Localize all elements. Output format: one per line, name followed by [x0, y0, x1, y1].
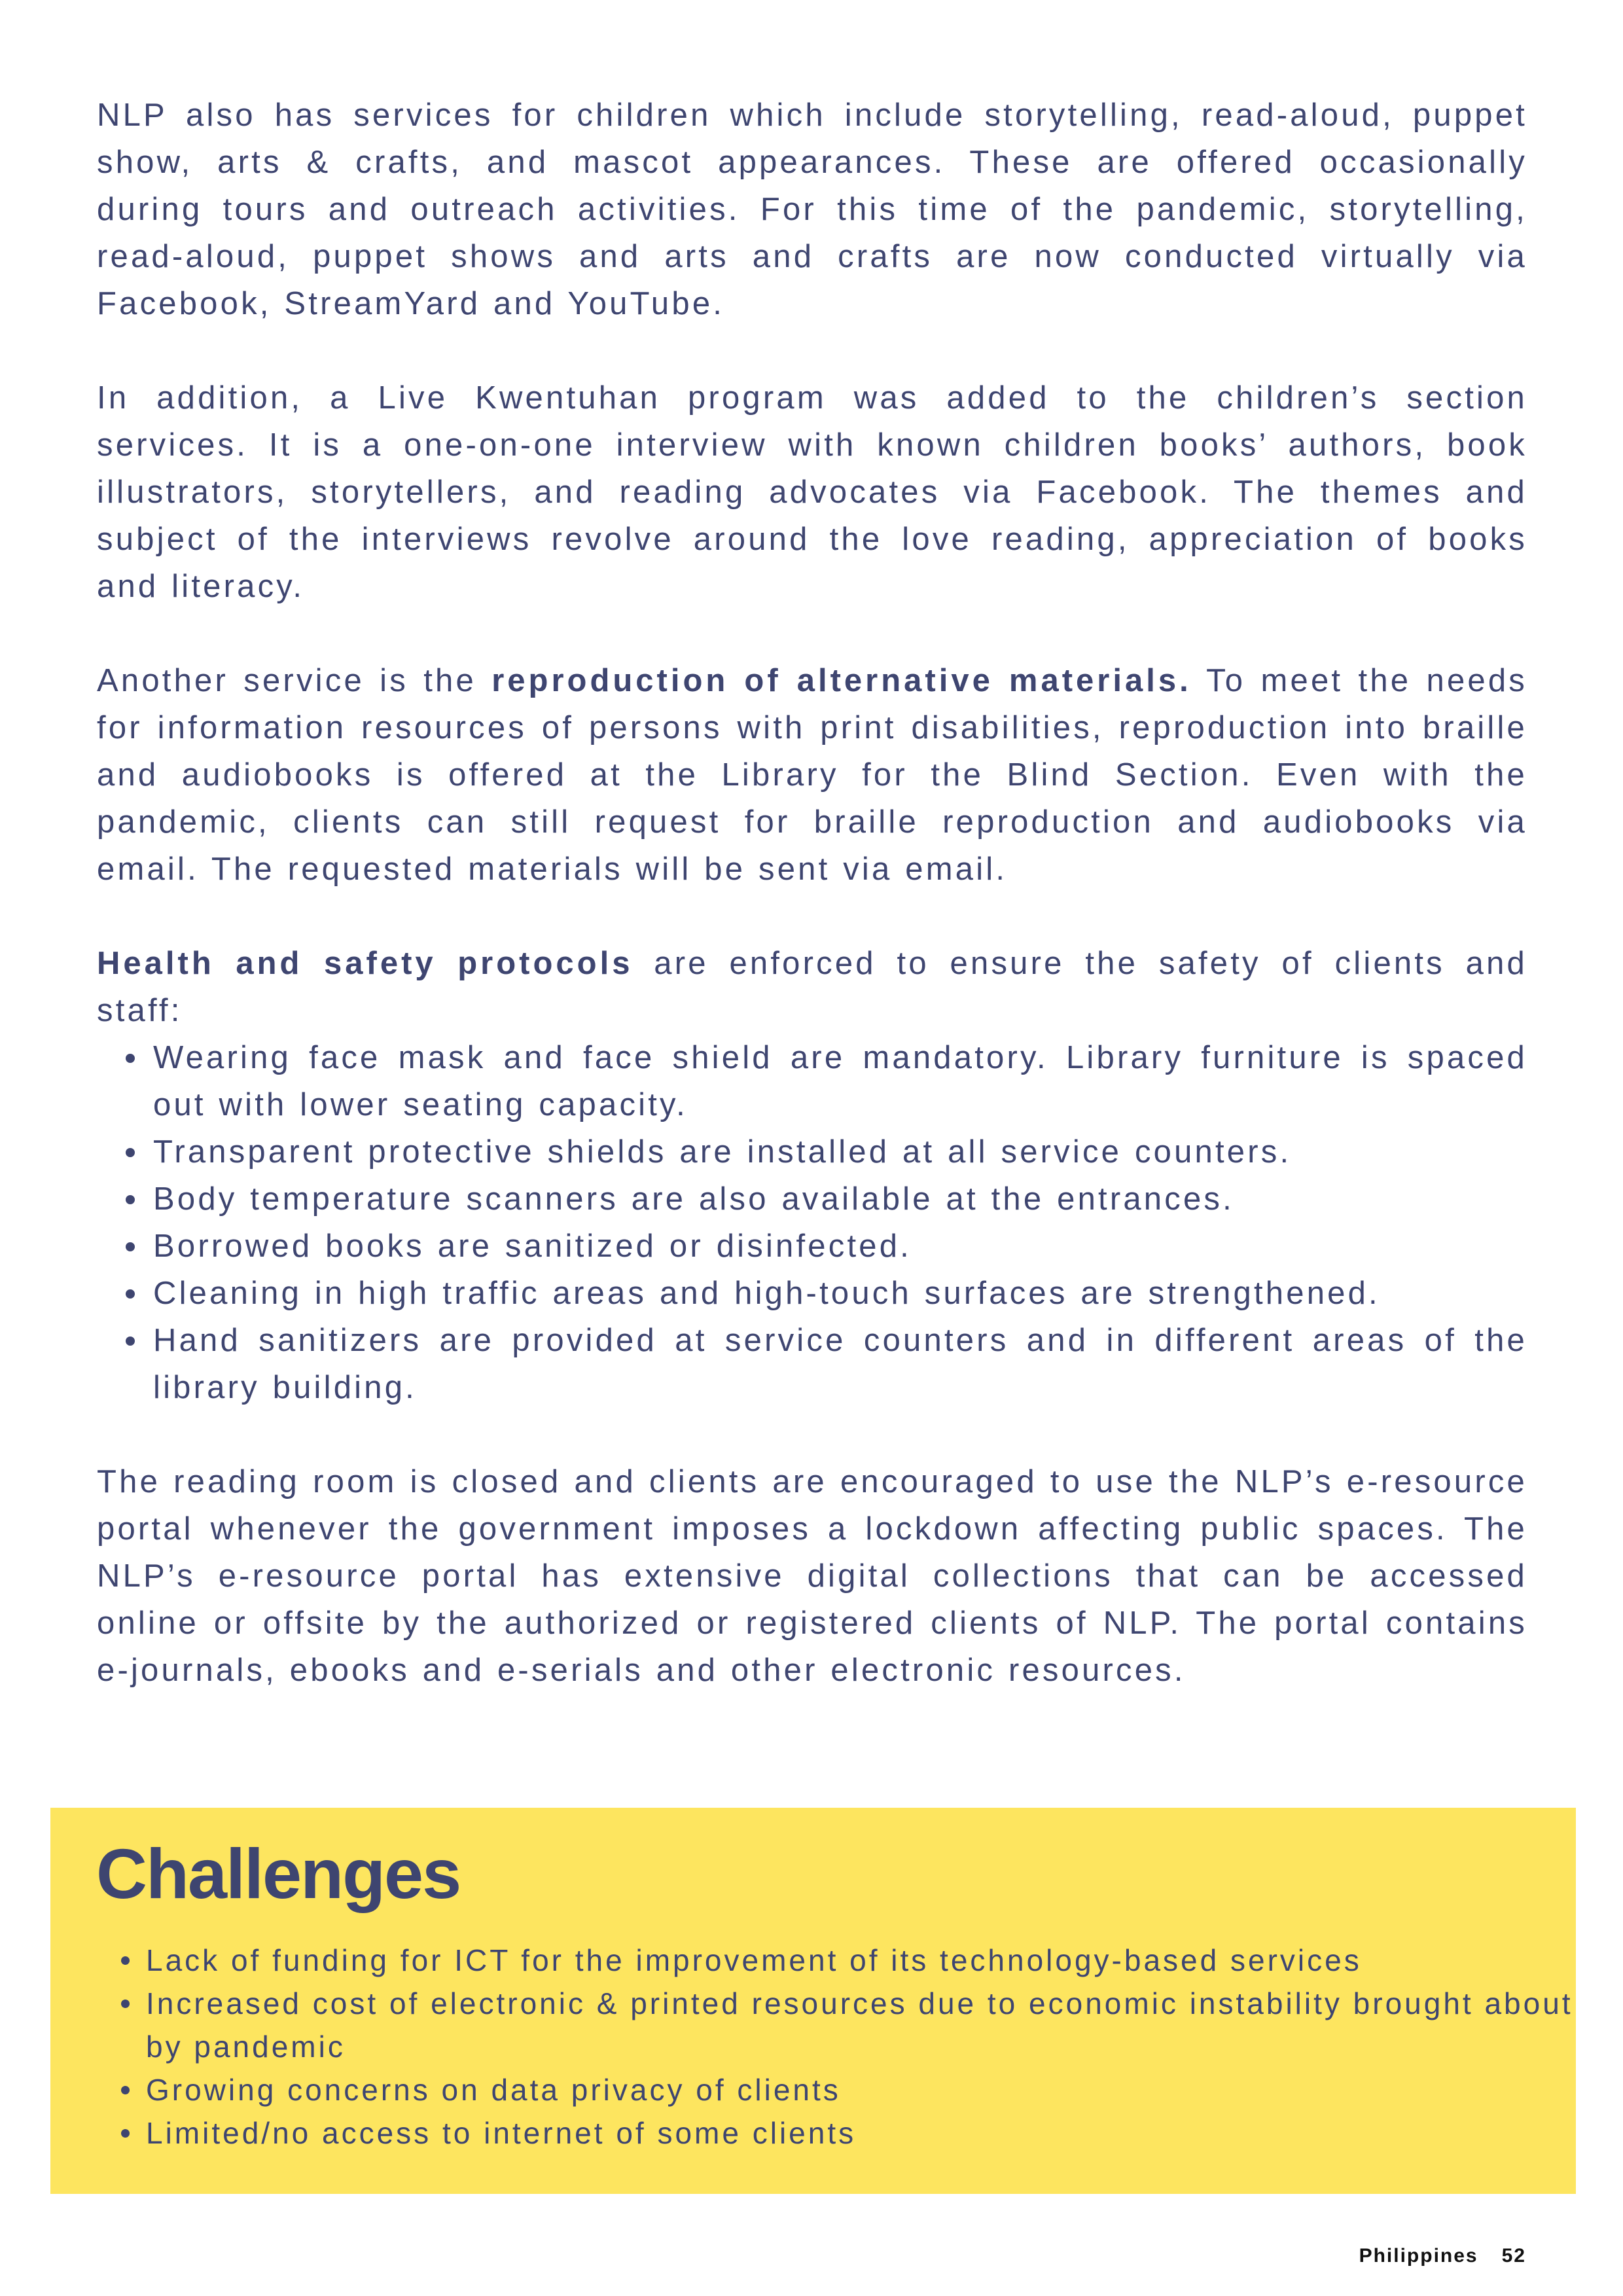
paragraph-live-kwentuhan: In addition, a Live Kwentuhan program was added to the children’s section services. It is a one-on-one interview with known children books’ authors, book illustrators, storytellers, and reading advocates via Facebook. The themes and subject of the interviews revolve around the love reading, appreciation of books and literacy.	[97, 380, 1527, 604]
paragraph-health-safety	[97, 940, 1527, 1034]
list-item: Body temperature scanners are also available at the entrances.	[153, 1175, 1527, 1223]
list-item: Lack of funding for ICT for the improvement of its technology-based services	[146, 1939, 1586, 1982]
challenges-box	[50, 1808, 1576, 2194]
list-item: Borrowed books are sanitized or disinfected.	[153, 1223, 1527, 1270]
paragraph-rest: are enforced to ensure the safety of clients and staff:	[97, 946, 1527, 1028]
body-text	[97, 92, 1527, 1741]
list-item: Limited/no access to internet of some clients	[146, 2111, 1586, 2155]
list-item: Cleaning in high traffic areas and high-touch surfaces are strengthened.	[153, 1270, 1527, 1317]
list-item: Hand sanitizers are provided at service counters and in different areas of the library building.	[153, 1317, 1527, 1411]
page-number: 52	[1501, 2245, 1526, 2267]
paragraph-e-resource-portal: The reading room is closed and clients are encouraged to use the NLP’s e-resource portal whenever the government imposes a lockdown affecting public spaces. The NLP’s e-resource portal has extensive digital collections that can be accessed online or offsite by the authorized or registered clients of NLP. The portal contains e-journals, ebooks and e-serials and other electronic resources.	[97, 1464, 1527, 1688]
health-safety-emphasis: Health and safety protocols	[97, 946, 633, 981]
paragraph-children-services: NLP also has services for children which include storytelling, read-aloud, puppet show, arts & crafts, and mascot appearances. These are offered occasionally during tours and outreach activities. For this time of the pandemic, storytelling, read-aloud, puppet shows and arts and crafts are now conducted virtually via Facebook, StreamYard and YouTube.	[97, 98, 1527, 321]
challenges-list	[96, 1939, 1586, 2155]
paragraph-rest: To meet the needs for information resources of persons with print disabilities, reproduction into braille and audiobooks is offered at the Library for the Blind Section. Even with the pandemic, clients can still request for braille reproduction and audiobooks via email. The requested materials will be sent via email.	[97, 663, 1527, 887]
paragraph-alternative-materials	[97, 657, 1527, 893]
challenges-heading: Challenges	[96, 1834, 461, 1913]
list-item: Growing concerns on data privacy of clients	[146, 2068, 1586, 2111]
alternative-materials-emphasis: reproduction of alternative materials.	[491, 663, 1192, 698]
page-footer	[1359, 2245, 1526, 2267]
footer-country: Philippines	[1359, 2245, 1478, 2267]
list-item: Increased cost of electronic & printed resources due to economic instability brought about by pandemic	[146, 1982, 1586, 2068]
list-item: Wearing face mask and face shield are mandatory. Library furniture is spaced out with lower seating capacity.	[153, 1034, 1527, 1128]
safety-protocol-list	[97, 1034, 1527, 1411]
paragraph-lead: Another service is the	[97, 663, 492, 698]
list-item: Transparent protective shields are installed at all service counters.	[153, 1128, 1527, 1175]
